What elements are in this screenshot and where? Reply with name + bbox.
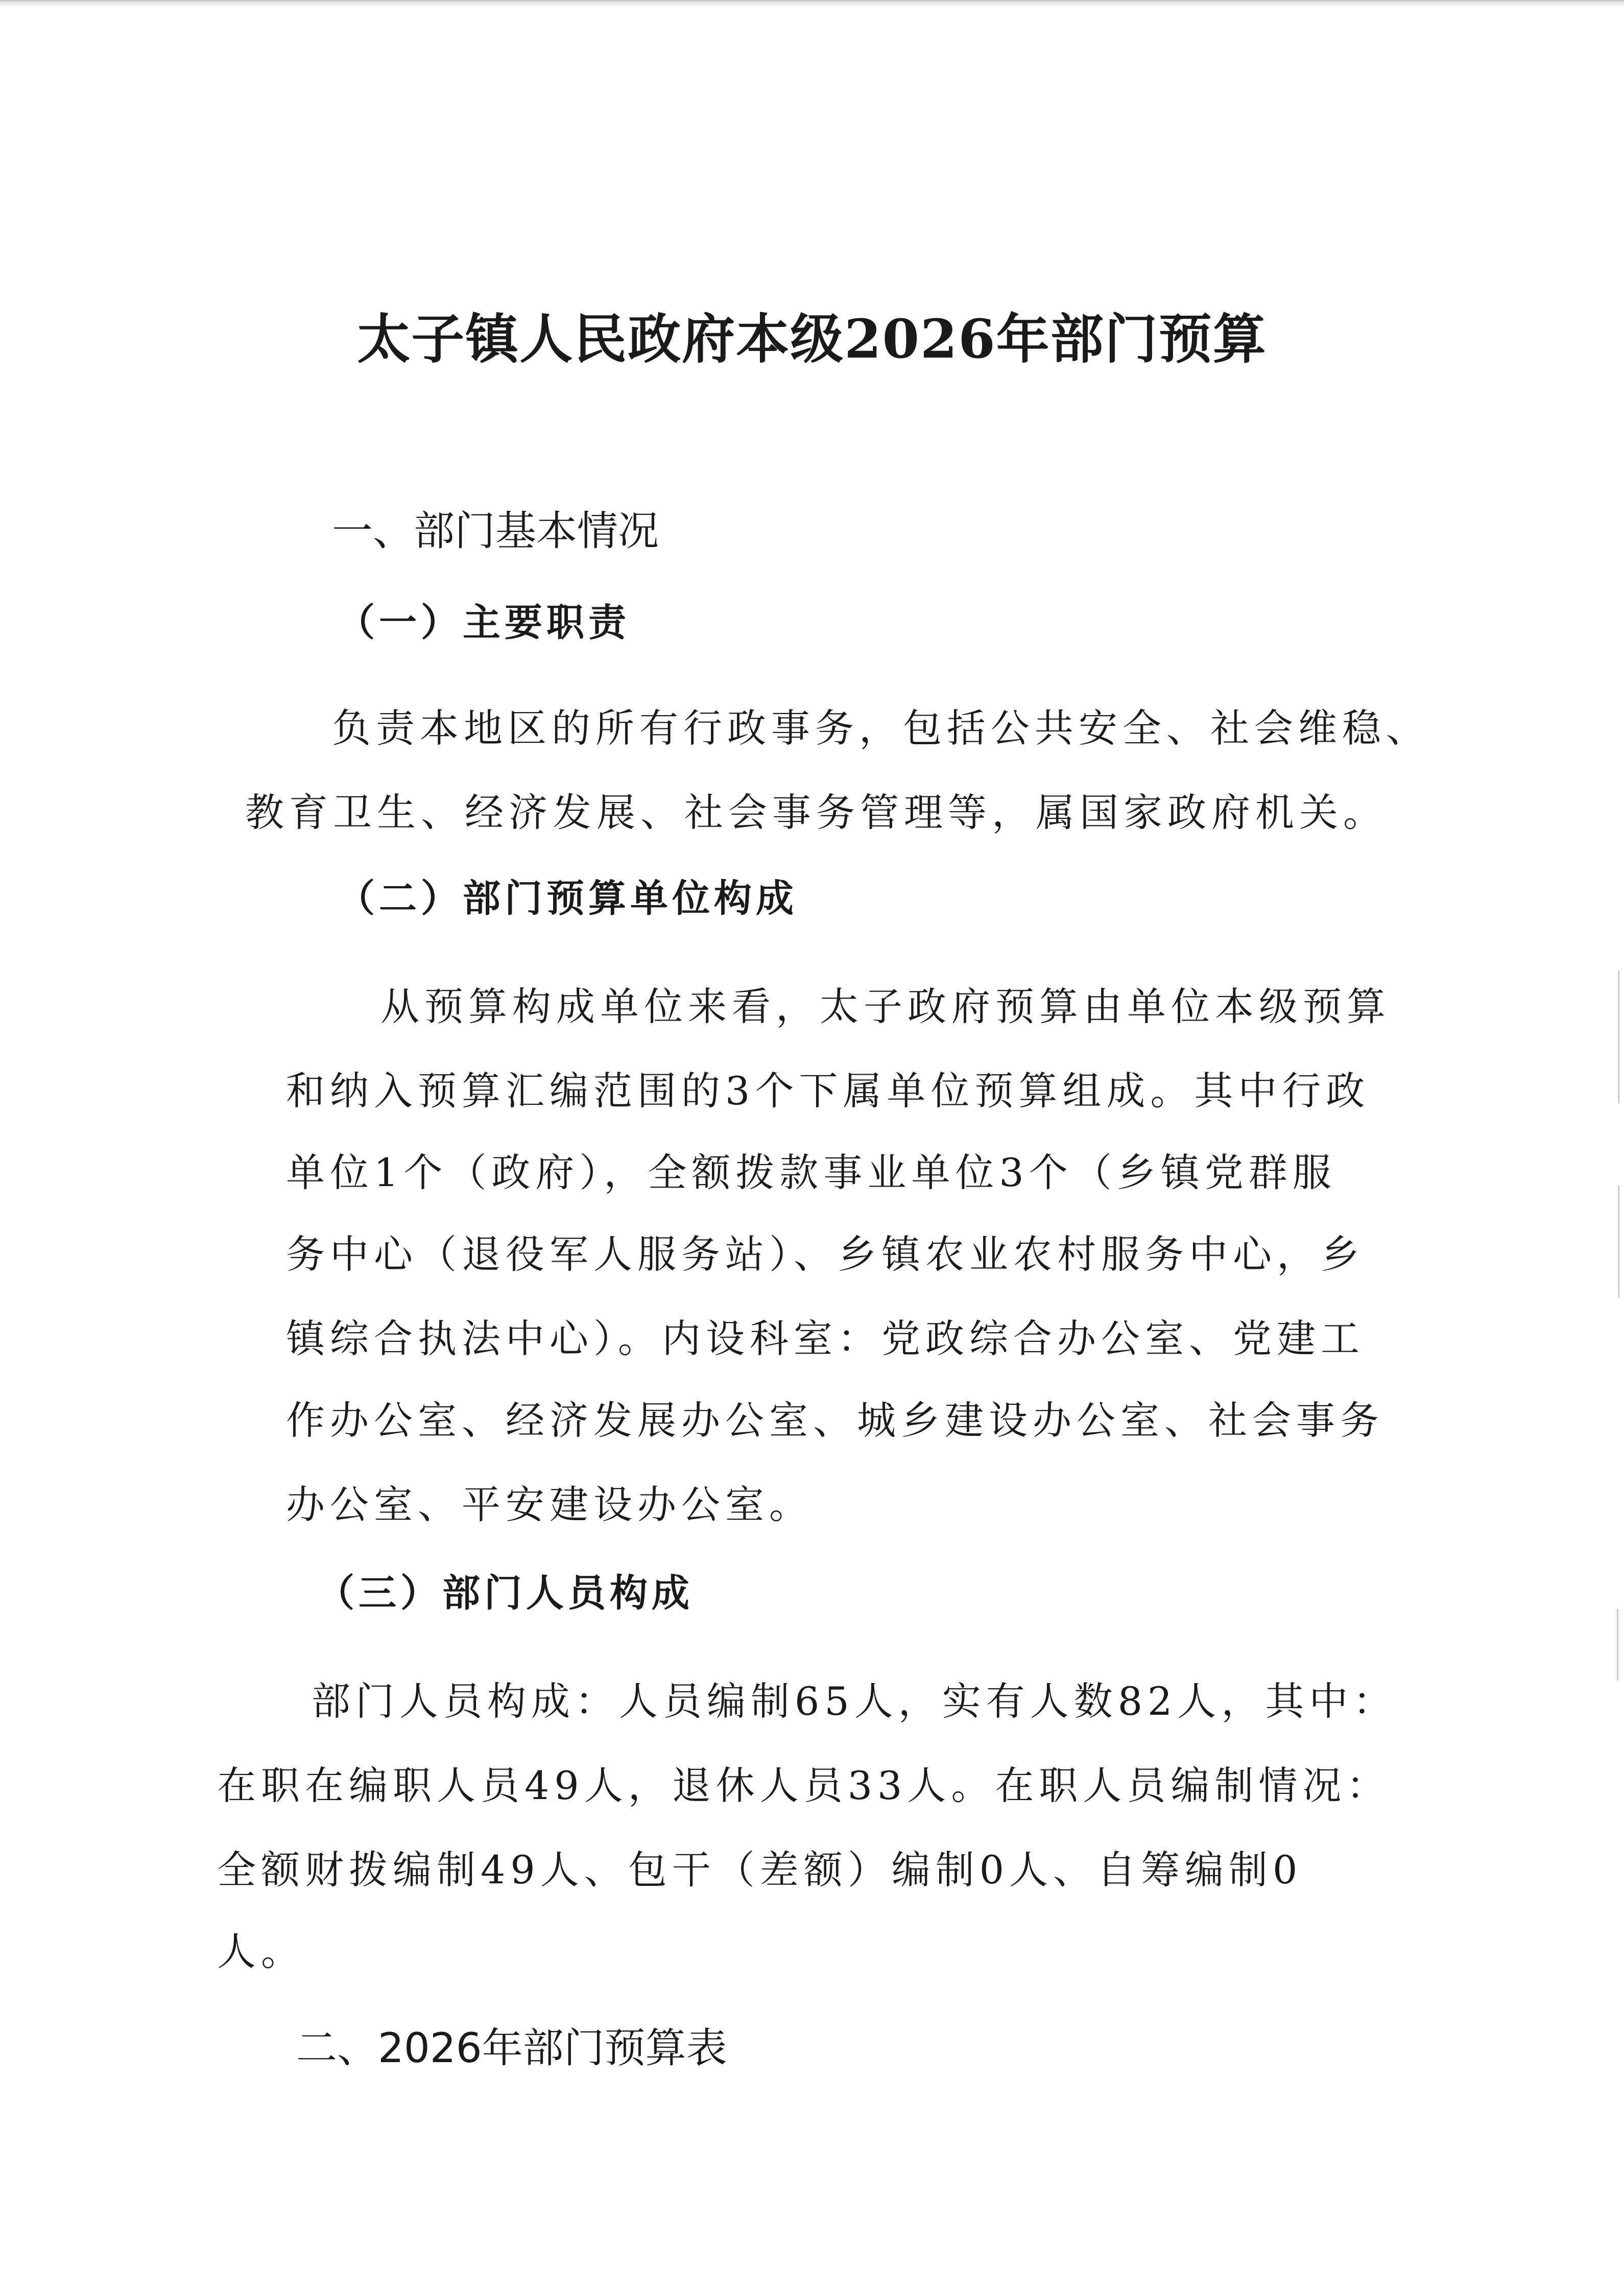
scan-margin-mark <box>1618 1185 1619 1297</box>
paragraph-line: 全额财拨编制49人、包干（差额）编制0人、自筹编制0 <box>217 1847 1303 1893</box>
paragraph-line: 部门人员构成：人员编制65人，实有人数82人，其中： <box>312 1679 1397 1724</box>
subsection-heading-staff: （三）部门人员构成 <box>317 1571 694 1615</box>
paragraph-line: 从预算构成单位来看，太子政府预算由单位本级预算 <box>380 984 1391 1029</box>
subsection-heading-units: （二）部门预算单位构成 <box>337 877 798 920</box>
paragraph-line: 单位1个（政府），全额拨款事业单位3个（乡镇党群服 <box>286 1150 1336 1195</box>
scan-top-edge <box>0 0 1624 7</box>
paragraph-line: 务中心（退役军人服务站）、乡镇农业农村服务中心，乡 <box>286 1232 1365 1277</box>
paragraph-line: 人。 <box>217 1929 305 1974</box>
document-title: 太子镇人民政府本级2026年部门预算 <box>357 308 1267 370</box>
section-heading-basic-info: 一、部门基本情况 <box>332 507 659 555</box>
paragraph-line: 作办公室、经济发展办公室、城乡建设办公室、社会事务 <box>286 1398 1384 1443</box>
subsection-heading-duties: （一）主要职责 <box>337 601 630 645</box>
paragraph-line: 镇综合执法中心）。内设科室：党政综合办公室、党建工 <box>286 1316 1365 1361</box>
paragraph-line: 在职在编职人员49人，退休人员33人。在职人员编制情况： <box>217 1763 1391 1808</box>
scan-margin-mark <box>1617 1609 1618 1681</box>
scan-margin-mark <box>1618 971 1619 1103</box>
paragraph-line: 和纳入预算汇编范围的3个下属单位预算组成。其中行政 <box>286 1068 1370 1114</box>
paragraph-line: 教育卫生、经济发展、社会事务管理等，属国家政府机关。 <box>245 790 1387 835</box>
section-heading-budget-table: 二、2026年部门预算表 <box>296 2024 727 2072</box>
paragraph-line: 办公室、平安建设办公室。 <box>286 1482 813 1527</box>
paragraph-line: 负责本地区的所有行政事务，包括公共安全、社会维稳、 <box>332 705 1430 751</box>
